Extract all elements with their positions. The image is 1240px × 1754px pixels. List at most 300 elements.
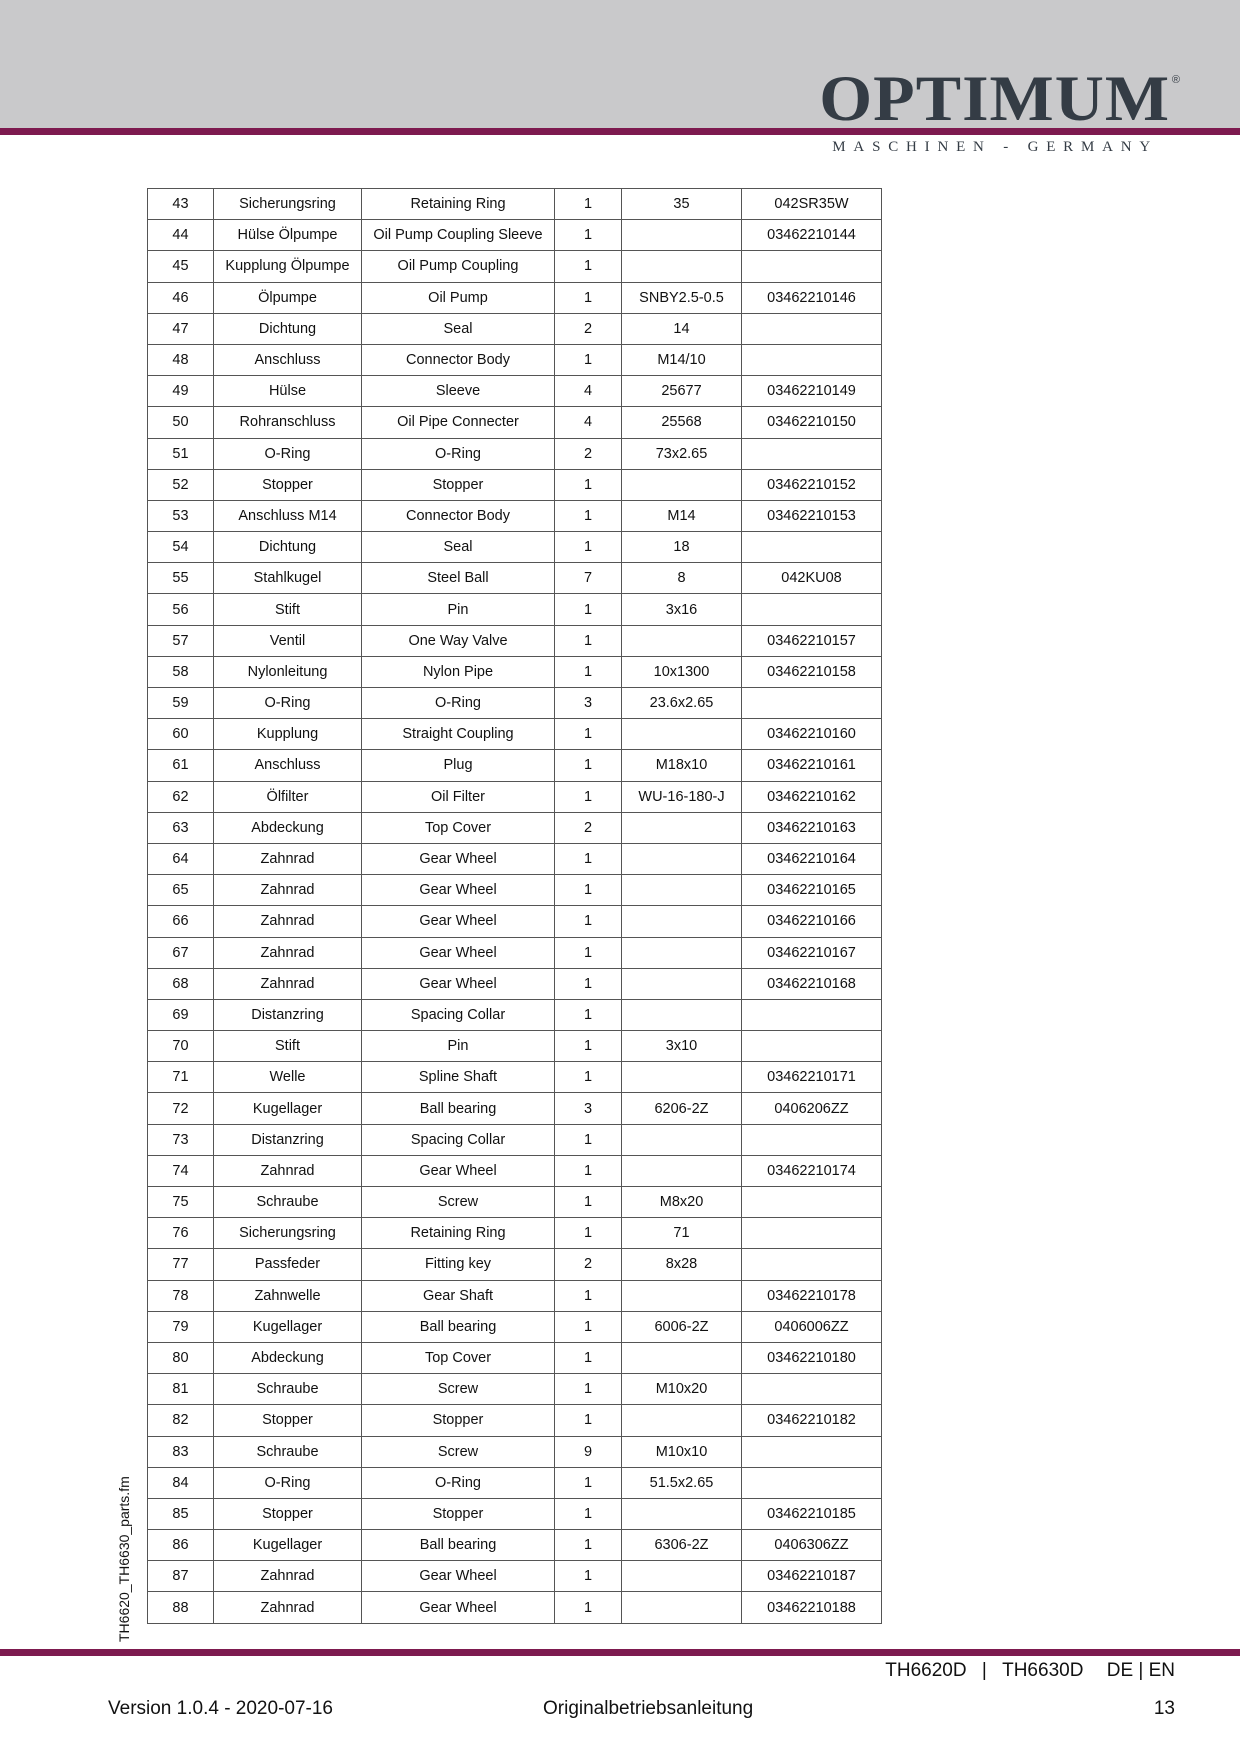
item-number-cell: 03462210164 bbox=[742, 843, 882, 874]
table-row bbox=[148, 875, 882, 906]
position-cell: 63 bbox=[148, 812, 214, 843]
quantity-cell: 1 bbox=[555, 469, 622, 500]
size-cell bbox=[622, 937, 742, 968]
german-name-cell: Schraube bbox=[214, 1436, 362, 1467]
english-name-cell: O-Ring bbox=[362, 438, 555, 469]
quantity-cell: 1 bbox=[555, 1498, 622, 1529]
german-name-cell: Ölfilter bbox=[214, 781, 362, 812]
table-row bbox=[148, 1561, 882, 1592]
item-number-cell bbox=[742, 1124, 882, 1155]
table-row bbox=[148, 1342, 882, 1373]
english-name-cell: Pin bbox=[362, 1031, 555, 1062]
item-number-cell: 03462210162 bbox=[742, 781, 882, 812]
table-row bbox=[148, 812, 882, 843]
position-cell: 64 bbox=[148, 843, 214, 874]
item-number-cell: 03462210153 bbox=[742, 500, 882, 531]
item-number-cell: 03462210163 bbox=[742, 812, 882, 843]
item-number-cell bbox=[742, 594, 882, 625]
table-row bbox=[148, 500, 882, 531]
quantity-cell: 1 bbox=[555, 906, 622, 937]
item-number-cell bbox=[742, 1031, 882, 1062]
german-name-cell: Stahlkugel bbox=[214, 563, 362, 594]
quantity-cell: 1 bbox=[555, 532, 622, 563]
english-name-cell: Stopper bbox=[362, 1498, 555, 1529]
english-name-cell: Oil Pump Coupling Sleeve bbox=[362, 220, 555, 251]
parts-table-body bbox=[148, 189, 882, 1624]
document-title: Originalbetriebsanleitung bbox=[543, 1698, 754, 1719]
size-cell: 6006-2Z bbox=[622, 1311, 742, 1342]
size-cell: 8x28 bbox=[622, 1249, 742, 1280]
position-cell: 43 bbox=[148, 189, 214, 220]
english-name-cell: Spacing Collar bbox=[362, 999, 555, 1030]
size-cell bbox=[622, 812, 742, 843]
size-cell: M14 bbox=[622, 500, 742, 531]
position-cell: 79 bbox=[148, 1311, 214, 1342]
position-cell: 84 bbox=[148, 1467, 214, 1498]
table-row bbox=[148, 656, 882, 687]
item-number-cell bbox=[742, 1467, 882, 1498]
item-number-cell bbox=[742, 313, 882, 344]
german-name-cell: Zahnwelle bbox=[214, 1280, 362, 1311]
german-name-cell: Zahnrad bbox=[214, 843, 362, 874]
english-name-cell: Retaining Ring bbox=[362, 189, 555, 220]
item-number-cell: 03462210146 bbox=[742, 282, 882, 313]
english-name-cell: Fitting key bbox=[362, 1249, 555, 1280]
quantity-cell: 1 bbox=[555, 344, 622, 375]
item-number-cell bbox=[742, 1187, 882, 1218]
quantity-cell: 1 bbox=[555, 781, 622, 812]
quantity-cell: 2 bbox=[555, 438, 622, 469]
item-number-cell: 03462210160 bbox=[742, 719, 882, 750]
size-cell: M14/10 bbox=[622, 344, 742, 375]
model-separator: | bbox=[981, 1660, 987, 1681]
position-cell: 68 bbox=[148, 968, 214, 999]
size-cell bbox=[622, 625, 742, 656]
position-cell: 75 bbox=[148, 1187, 214, 1218]
english-name-cell: Straight Coupling bbox=[362, 719, 555, 750]
version-info: Version 1.0.4 - 2020-07-16 bbox=[108, 1698, 333, 1719]
english-name-cell: Stopper bbox=[362, 1405, 555, 1436]
item-number-cell: 03462210167 bbox=[742, 937, 882, 968]
quantity-cell: 1 bbox=[555, 500, 622, 531]
position-cell: 88 bbox=[148, 1592, 214, 1623]
size-cell bbox=[622, 1405, 742, 1436]
item-number-cell: 03462210149 bbox=[742, 376, 882, 407]
position-cell: 54 bbox=[148, 532, 214, 563]
german-name-cell: Schraube bbox=[214, 1374, 362, 1405]
german-name-cell: Zahnrad bbox=[214, 875, 362, 906]
quantity-cell: 2 bbox=[555, 1249, 622, 1280]
item-number-cell: 03462210178 bbox=[742, 1280, 882, 1311]
quantity-cell: 1 bbox=[555, 1031, 622, 1062]
table-row bbox=[148, 1280, 882, 1311]
quantity-cell: 2 bbox=[555, 313, 622, 344]
item-number-cell: 03462210166 bbox=[742, 906, 882, 937]
size-cell: 35 bbox=[622, 189, 742, 220]
table-row bbox=[148, 251, 882, 282]
english-name-cell: Gear Wheel bbox=[362, 906, 555, 937]
english-name-cell: Gear Wheel bbox=[362, 937, 555, 968]
source-file-label: TH6620_TH6630_parts.fm bbox=[116, 1476, 132, 1642]
english-name-cell: Gear Wheel bbox=[362, 1561, 555, 1592]
german-name-cell: Zahnrad bbox=[214, 1561, 362, 1592]
table-row bbox=[148, 563, 882, 594]
english-name-cell: Top Cover bbox=[362, 812, 555, 843]
size-cell bbox=[622, 999, 742, 1030]
german-name-cell: Kugellager bbox=[214, 1311, 362, 1342]
english-name-cell: Screw bbox=[362, 1436, 555, 1467]
position-cell: 49 bbox=[148, 376, 214, 407]
english-name-cell: Plug bbox=[362, 750, 555, 781]
item-number-cell bbox=[742, 438, 882, 469]
english-name-cell: Retaining Ring bbox=[362, 1218, 555, 1249]
table-row bbox=[148, 1031, 882, 1062]
quantity-cell: 1 bbox=[555, 875, 622, 906]
position-cell: 58 bbox=[148, 656, 214, 687]
table-row bbox=[148, 376, 882, 407]
item-number-cell: 042KU08 bbox=[742, 563, 882, 594]
german-name-cell: Stift bbox=[214, 1031, 362, 1062]
english-name-cell: Seal bbox=[362, 532, 555, 563]
quantity-cell: 1 bbox=[555, 719, 622, 750]
position-cell: 86 bbox=[148, 1530, 214, 1561]
german-name-cell: Hülse Ölpumpe bbox=[214, 220, 362, 251]
item-number-cell: 03462210161 bbox=[742, 750, 882, 781]
quantity-cell: 1 bbox=[555, 1405, 622, 1436]
english-name-cell: One Way Valve bbox=[362, 625, 555, 656]
german-name-cell: Dichtung bbox=[214, 313, 362, 344]
german-name-cell: Zahnrad bbox=[214, 968, 362, 999]
table-row bbox=[148, 937, 882, 968]
size-cell: 8 bbox=[622, 563, 742, 594]
size-cell bbox=[622, 1124, 742, 1155]
english-name-cell: Spline Shaft bbox=[362, 1062, 555, 1093]
size-cell bbox=[622, 1561, 742, 1592]
german-name-cell: Zahnrad bbox=[214, 937, 362, 968]
german-name-cell: Nylonleitung bbox=[214, 656, 362, 687]
position-cell: 87 bbox=[148, 1561, 214, 1592]
quantity-cell: 7 bbox=[555, 563, 622, 594]
size-cell: M10x20 bbox=[622, 1374, 742, 1405]
table-row bbox=[148, 189, 882, 220]
table-row bbox=[148, 594, 882, 625]
quantity-cell: 1 bbox=[555, 625, 622, 656]
english-name-cell: O-Ring bbox=[362, 1467, 555, 1498]
item-number-cell: 03462210182 bbox=[742, 1405, 882, 1436]
english-name-cell: Gear Wheel bbox=[362, 968, 555, 999]
english-name-cell: Gear Wheel bbox=[362, 875, 555, 906]
quantity-cell: 1 bbox=[555, 251, 622, 282]
position-cell: 44 bbox=[148, 220, 214, 251]
size-cell bbox=[622, 906, 742, 937]
position-cell: 71 bbox=[148, 1062, 214, 1093]
item-number-cell: 03462210174 bbox=[742, 1155, 882, 1186]
german-name-cell: Sicherungsring bbox=[214, 189, 362, 220]
item-number-cell bbox=[742, 688, 882, 719]
position-cell: 73 bbox=[148, 1124, 214, 1155]
german-name-cell: Zahnrad bbox=[214, 906, 362, 937]
table-row bbox=[148, 968, 882, 999]
english-name-cell: Ball bearing bbox=[362, 1093, 555, 1124]
position-cell: 46 bbox=[148, 282, 214, 313]
german-name-cell: O-Ring bbox=[214, 1467, 362, 1498]
table-row bbox=[148, 469, 882, 500]
item-number-cell: 03462210171 bbox=[742, 1062, 882, 1093]
quantity-cell: 1 bbox=[555, 999, 622, 1030]
item-number-cell bbox=[742, 999, 882, 1030]
quantity-cell: 1 bbox=[555, 843, 622, 874]
quantity-cell: 1 bbox=[555, 1311, 622, 1342]
position-cell: 53 bbox=[148, 500, 214, 531]
quantity-cell: 1 bbox=[555, 656, 622, 687]
position-cell: 48 bbox=[148, 344, 214, 375]
position-cell: 61 bbox=[148, 750, 214, 781]
size-cell: WU-16-180-J bbox=[622, 781, 742, 812]
english-name-cell: Gear Shaft bbox=[362, 1280, 555, 1311]
table-row bbox=[148, 1124, 882, 1155]
german-name-cell: O-Ring bbox=[214, 688, 362, 719]
german-name-cell: Stopper bbox=[214, 469, 362, 500]
table-row bbox=[148, 1436, 882, 1467]
german-name-cell: Kupplung bbox=[214, 719, 362, 750]
quantity-cell: 1 bbox=[555, 1218, 622, 1249]
table-row bbox=[148, 1374, 882, 1405]
page-number: 13 bbox=[1153, 1698, 1175, 1719]
size-cell: 25677 bbox=[622, 376, 742, 407]
german-name-cell: Anschluss bbox=[214, 750, 362, 781]
german-name-cell: Distanzring bbox=[214, 1124, 362, 1155]
position-cell: 81 bbox=[148, 1374, 214, 1405]
position-cell: 56 bbox=[148, 594, 214, 625]
model-b: TH6630D bbox=[1002, 1660, 1084, 1681]
table-row bbox=[148, 1249, 882, 1280]
english-name-cell: Stopper bbox=[362, 469, 555, 500]
quantity-cell: 3 bbox=[555, 688, 622, 719]
item-number-cell: 03462210165 bbox=[742, 875, 882, 906]
english-name-cell: Sleeve bbox=[362, 376, 555, 407]
german-name-cell: Sicherungsring bbox=[214, 1218, 362, 1249]
position-cell: 77 bbox=[148, 1249, 214, 1280]
size-cell: 23.6x2.65 bbox=[622, 688, 742, 719]
german-name-cell: Stopper bbox=[214, 1405, 362, 1436]
german-name-cell: Ventil bbox=[214, 625, 362, 656]
position-cell: 76 bbox=[148, 1218, 214, 1249]
german-name-cell: Zahnrad bbox=[214, 1592, 362, 1623]
table-row bbox=[148, 344, 882, 375]
german-name-cell: Kugellager bbox=[214, 1093, 362, 1124]
languages: DE | EN bbox=[1106, 1660, 1175, 1681]
model-a: TH6620D bbox=[885, 1660, 967, 1681]
position-cell: 85 bbox=[148, 1498, 214, 1529]
quantity-cell: 1 bbox=[555, 594, 622, 625]
german-name-cell: Abdeckung bbox=[214, 812, 362, 843]
german-name-cell: Ölpumpe bbox=[214, 282, 362, 313]
item-number-cell bbox=[742, 532, 882, 563]
quantity-cell: 1 bbox=[555, 750, 622, 781]
english-name-cell: Seal bbox=[362, 313, 555, 344]
table-row bbox=[148, 906, 882, 937]
size-cell: SNBY2.5-0.5 bbox=[622, 282, 742, 313]
position-cell: 51 bbox=[148, 438, 214, 469]
size-cell: 18 bbox=[622, 532, 742, 563]
quantity-cell: 9 bbox=[555, 1436, 622, 1467]
item-number-cell: 0406206ZZ bbox=[742, 1093, 882, 1124]
quantity-cell: 3 bbox=[555, 1093, 622, 1124]
size-cell: 14 bbox=[622, 313, 742, 344]
english-name-cell: Nylon Pipe bbox=[362, 656, 555, 687]
size-cell bbox=[622, 1280, 742, 1311]
german-name-cell: Stift bbox=[214, 594, 362, 625]
english-name-cell: Gear Wheel bbox=[362, 1155, 555, 1186]
size-cell: 6306-2Z bbox=[622, 1530, 742, 1561]
position-cell: 70 bbox=[148, 1031, 214, 1062]
german-name-cell: Abdeckung bbox=[214, 1342, 362, 1373]
english-name-cell: Oil Filter bbox=[362, 781, 555, 812]
table-row bbox=[148, 750, 882, 781]
item-number-cell bbox=[742, 1218, 882, 1249]
size-cell bbox=[622, 1155, 742, 1186]
german-name-cell: Kugellager bbox=[214, 1530, 362, 1561]
english-name-cell: Ball bearing bbox=[362, 1311, 555, 1342]
size-cell: 25568 bbox=[622, 407, 742, 438]
position-cell: 78 bbox=[148, 1280, 214, 1311]
english-name-cell: Oil Pump bbox=[362, 282, 555, 313]
size-cell: M8x20 bbox=[622, 1187, 742, 1218]
size-cell bbox=[622, 1342, 742, 1373]
english-name-cell: Ball bearing bbox=[362, 1530, 555, 1561]
english-name-cell: Oil Pipe Connecter bbox=[362, 407, 555, 438]
position-cell: 55 bbox=[148, 563, 214, 594]
size-cell bbox=[622, 469, 742, 500]
quantity-cell: 4 bbox=[555, 407, 622, 438]
table-row bbox=[148, 1155, 882, 1186]
size-cell: 71 bbox=[622, 1218, 742, 1249]
item-number-cell: 042SR35W bbox=[742, 189, 882, 220]
table-row bbox=[148, 1405, 882, 1436]
german-name-cell: Distanzring bbox=[214, 999, 362, 1030]
table-row bbox=[148, 1187, 882, 1218]
table-row bbox=[148, 625, 882, 656]
quantity-cell: 1 bbox=[555, 1374, 622, 1405]
table-row bbox=[148, 1311, 882, 1342]
quantity-cell: 1 bbox=[555, 1280, 622, 1311]
item-number-cell: 03462210185 bbox=[742, 1498, 882, 1529]
size-cell bbox=[622, 875, 742, 906]
position-cell: 60 bbox=[148, 719, 214, 750]
german-name-cell: Passfeder bbox=[214, 1249, 362, 1280]
english-name-cell: Screw bbox=[362, 1374, 555, 1405]
german-name-cell: Zahnrad bbox=[214, 1155, 362, 1186]
item-number-cell: 0406306ZZ bbox=[742, 1530, 882, 1561]
item-number-cell: 0406006ZZ bbox=[742, 1311, 882, 1342]
table-row bbox=[148, 1062, 882, 1093]
size-cell bbox=[622, 1592, 742, 1623]
size-cell bbox=[622, 1498, 742, 1529]
footer-models bbox=[875, 1660, 1175, 1682]
german-name-cell: Welle bbox=[214, 1062, 362, 1093]
position-cell: 62 bbox=[148, 781, 214, 812]
quantity-cell: 2 bbox=[555, 812, 622, 843]
size-cell: 3x10 bbox=[622, 1031, 742, 1062]
position-cell: 74 bbox=[148, 1155, 214, 1186]
item-number-cell bbox=[742, 344, 882, 375]
item-number-cell: 03462210180 bbox=[742, 1342, 882, 1373]
table-row bbox=[148, 843, 882, 874]
quantity-cell: 1 bbox=[555, 1187, 622, 1218]
quantity-cell: 1 bbox=[555, 1062, 622, 1093]
size-cell bbox=[622, 719, 742, 750]
size-cell: 51.5x2.65 bbox=[622, 1467, 742, 1498]
size-cell bbox=[622, 220, 742, 251]
table-row bbox=[148, 407, 882, 438]
table-row bbox=[148, 438, 882, 469]
brand-tagline: MASCHINEN - GERMANY bbox=[832, 139, 1158, 155]
quantity-cell: 1 bbox=[555, 220, 622, 251]
size-cell: 3x16 bbox=[622, 594, 742, 625]
position-cell: 45 bbox=[148, 251, 214, 282]
position-cell: 80 bbox=[148, 1342, 214, 1373]
english-name-cell: Connector Body bbox=[362, 344, 555, 375]
table-row bbox=[148, 313, 882, 344]
item-number-cell bbox=[742, 1249, 882, 1280]
position-cell: 66 bbox=[148, 906, 214, 937]
english-name-cell: Connector Body bbox=[362, 500, 555, 531]
parts-table bbox=[147, 188, 882, 1624]
table-row bbox=[148, 999, 882, 1030]
footer-rule bbox=[0, 1649, 1240, 1656]
table-row bbox=[148, 532, 882, 563]
item-number-cell: 03462210158 bbox=[742, 656, 882, 687]
table-row bbox=[148, 1467, 882, 1498]
position-cell: 83 bbox=[148, 1436, 214, 1467]
table-row bbox=[148, 220, 882, 251]
position-cell: 65 bbox=[148, 875, 214, 906]
table-row bbox=[148, 688, 882, 719]
german-name-cell: Anschluss M14 bbox=[214, 500, 362, 531]
item-number-cell: 03462210144 bbox=[742, 220, 882, 251]
english-name-cell: Screw bbox=[362, 1187, 555, 1218]
english-name-cell: Steel Ball bbox=[362, 563, 555, 594]
quantity-cell: 4 bbox=[555, 376, 622, 407]
german-name-cell: Hülse bbox=[214, 376, 362, 407]
size-cell bbox=[622, 843, 742, 874]
english-name-cell: Spacing Collar bbox=[362, 1124, 555, 1155]
quantity-cell: 1 bbox=[555, 189, 622, 220]
quantity-cell: 1 bbox=[555, 1342, 622, 1373]
table-row bbox=[148, 719, 882, 750]
quantity-cell: 1 bbox=[555, 1467, 622, 1498]
position-cell: 82 bbox=[148, 1405, 214, 1436]
table-row bbox=[148, 1592, 882, 1623]
size-cell bbox=[622, 1062, 742, 1093]
size-cell: M18x10 bbox=[622, 750, 742, 781]
size-cell: 6206-2Z bbox=[622, 1093, 742, 1124]
item-number-cell bbox=[742, 251, 882, 282]
item-number-cell: 03462210168 bbox=[742, 968, 882, 999]
position-cell: 69 bbox=[148, 999, 214, 1030]
position-cell: 52 bbox=[148, 469, 214, 500]
quantity-cell: 1 bbox=[555, 1155, 622, 1186]
item-number-cell bbox=[742, 1436, 882, 1467]
german-name-cell: Kupplung Ölpumpe bbox=[214, 251, 362, 282]
size-cell bbox=[622, 251, 742, 282]
size-cell: 10x1300 bbox=[622, 656, 742, 687]
english-name-cell: Gear Wheel bbox=[362, 1592, 555, 1623]
item-number-cell: 03462210157 bbox=[742, 625, 882, 656]
quantity-cell: 1 bbox=[555, 1592, 622, 1623]
quantity-cell: 1 bbox=[555, 1530, 622, 1561]
position-cell: 67 bbox=[148, 937, 214, 968]
